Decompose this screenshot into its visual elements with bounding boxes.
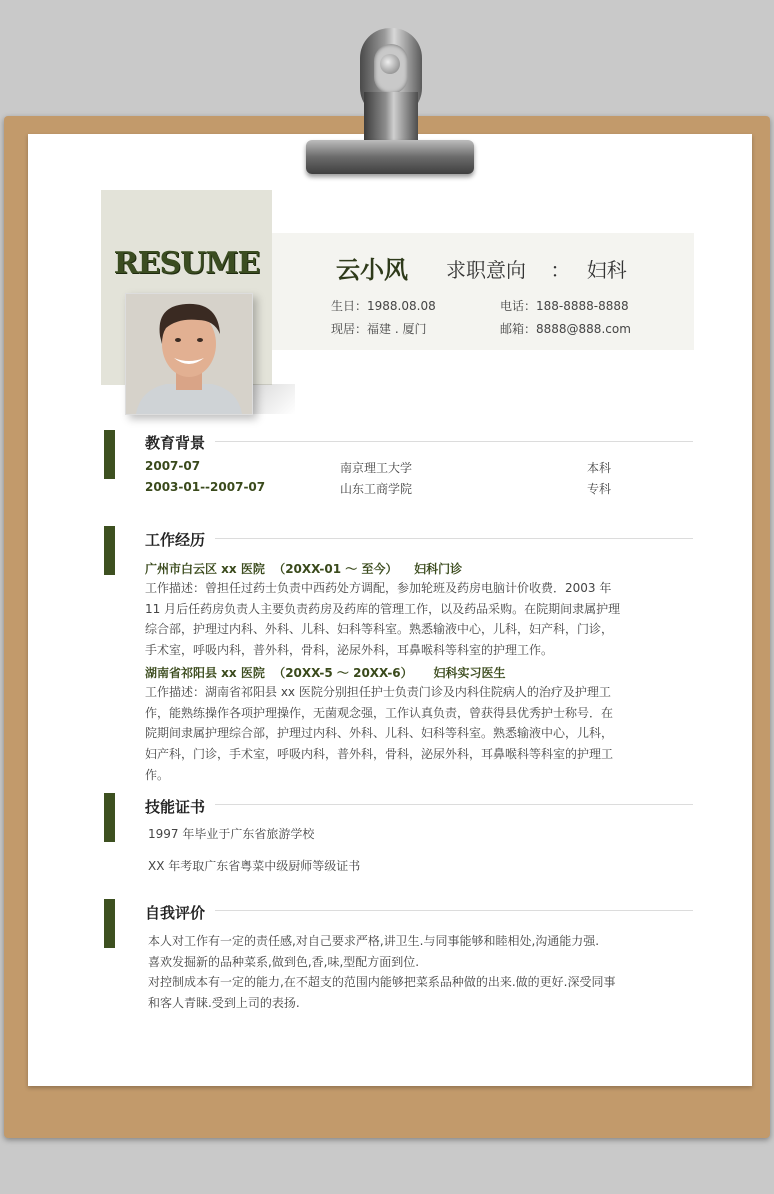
job-intent-value: 妇科 [586, 258, 627, 282]
email-address: 邮箱：8888@888.com [500, 322, 631, 336]
work-section-bar [104, 526, 115, 575]
skill-item: XX 年考取广东省粤菜中级厨师等级证书 [148, 859, 361, 873]
self-eval-divider [215, 910, 693, 911]
candidate-name: 云小风 [336, 256, 408, 284]
job-1-heading: 广州市白云区 xx 医院 （20XX-01 ～ 至今） 妇科门诊 [145, 562, 463, 576]
job-intent-separator: ： [550, 258, 571, 282]
self-eval-line: 本人对工作有一定的责任感,对自己要求严格,讲卫生.与同事能够和睦相处,沟通能力强. [148, 934, 600, 948]
job-1-line: 手术室，呼吸内科，普外科，骨科，泌尿外科，耳鼻喉科等科室的护理工作。 [145, 643, 554, 658]
edu-row-2-degree: 专科 [587, 482, 612, 496]
self-eval-line: 对控制成本有一定的能力,在不超支的范围内能够把菜系品种做的出来.做的更好.深受同事 [148, 975, 616, 990]
job-2-line: 作。 [145, 767, 170, 782]
binder-clip-rivet [380, 54, 400, 74]
resume-logo-text: RESUME [113, 246, 260, 281]
job-1-line: 综合部，护理过内科、外科、儿科、妇科等科室。熟悉输液中心，儿科，妇产科，门诊， [145, 622, 614, 637]
phone-number: 电话：188-8888-8888 [500, 299, 629, 313]
education-divider [215, 441, 693, 442]
job-1-description [145, 578, 635, 661]
skills-divider [215, 804, 693, 805]
edu-row-2-date: 2003-01--2007-07 [145, 480, 266, 494]
job-2-line: 院期间隶属护理综合部，护理过内科、外科、儿科、妇科等科室。熟悉输液中心，儿科， [145, 726, 614, 741]
edu-row-2-school: 山东工商学院 [340, 482, 413, 496]
work-title: 工作经历 [145, 531, 206, 549]
education-section-bar [104, 430, 115, 479]
education-title: 教育背景 [145, 434, 206, 452]
self-eval-title: 自我评价 [145, 904, 206, 922]
job-intent [446, 254, 627, 283]
job-intent-label: 求职意向 [446, 258, 526, 282]
binder-clip-base [306, 140, 474, 174]
avatar [125, 293, 253, 415]
skill-item: 1997 年毕业于广东省旅游学校 [148, 827, 315, 841]
residence: 现居：福建 . 厦门 [331, 322, 427, 336]
job-2-line: 工作描述：湖南省祁阳县 xx 医院分别担任护士负责门诊及内科住院病人的治疗及护理工 [145, 685, 611, 699]
job-2-line: 作，能熟练操作各项护理操作，无菌观念强，工作认真负责，曾获得县优秀护士称号．在 [145, 705, 614, 720]
job-2-description [145, 682, 635, 786]
self-eval-line: 喜欢发掘新的品种菜系,做到色,香,味,型配方面到位. [148, 954, 420, 969]
edu-row-1-school: 南京理工大学 [340, 461, 413, 475]
avatar-portrait-icon [126, 294, 252, 414]
job-2-heading: 湖南省祁阳县 xx 医院 （20XX-5 ～ 20XX-6） 妇科实习医生 [145, 666, 506, 680]
self-eval-section-bar [104, 899, 115, 948]
skills-title: 技能证书 [145, 798, 206, 816]
edu-row-1-degree: 本科 [587, 461, 612, 475]
work-divider [215, 538, 693, 539]
photo-shadow [251, 384, 295, 414]
birth-date: 生日：1988.08.08 [331, 299, 436, 313]
skills-section-bar [104, 793, 115, 842]
binder-clip-body [364, 92, 418, 142]
self-eval-text [148, 931, 638, 1014]
edu-row-1-date: 2007-07 [145, 459, 201, 473]
job-1-line: 11 月后任药房负责人主要负责药房及药库的管理工作，以及药品采购。在院期间隶属护理 [145, 601, 621, 616]
job-1-line: 工作描述：曾担任过药士负责中西药处方调配，参加轮班及药房电脑计价收费．2003 年 [145, 581, 612, 595]
self-eval-line: 和客人青睐.受到上司的表扬. [148, 996, 300, 1011]
job-2-line: 妇产科，门诊，手术室，呼吸内科，普外科，骨科，泌尿外科，耳鼻喉科等科室的护理工 [145, 747, 614, 762]
